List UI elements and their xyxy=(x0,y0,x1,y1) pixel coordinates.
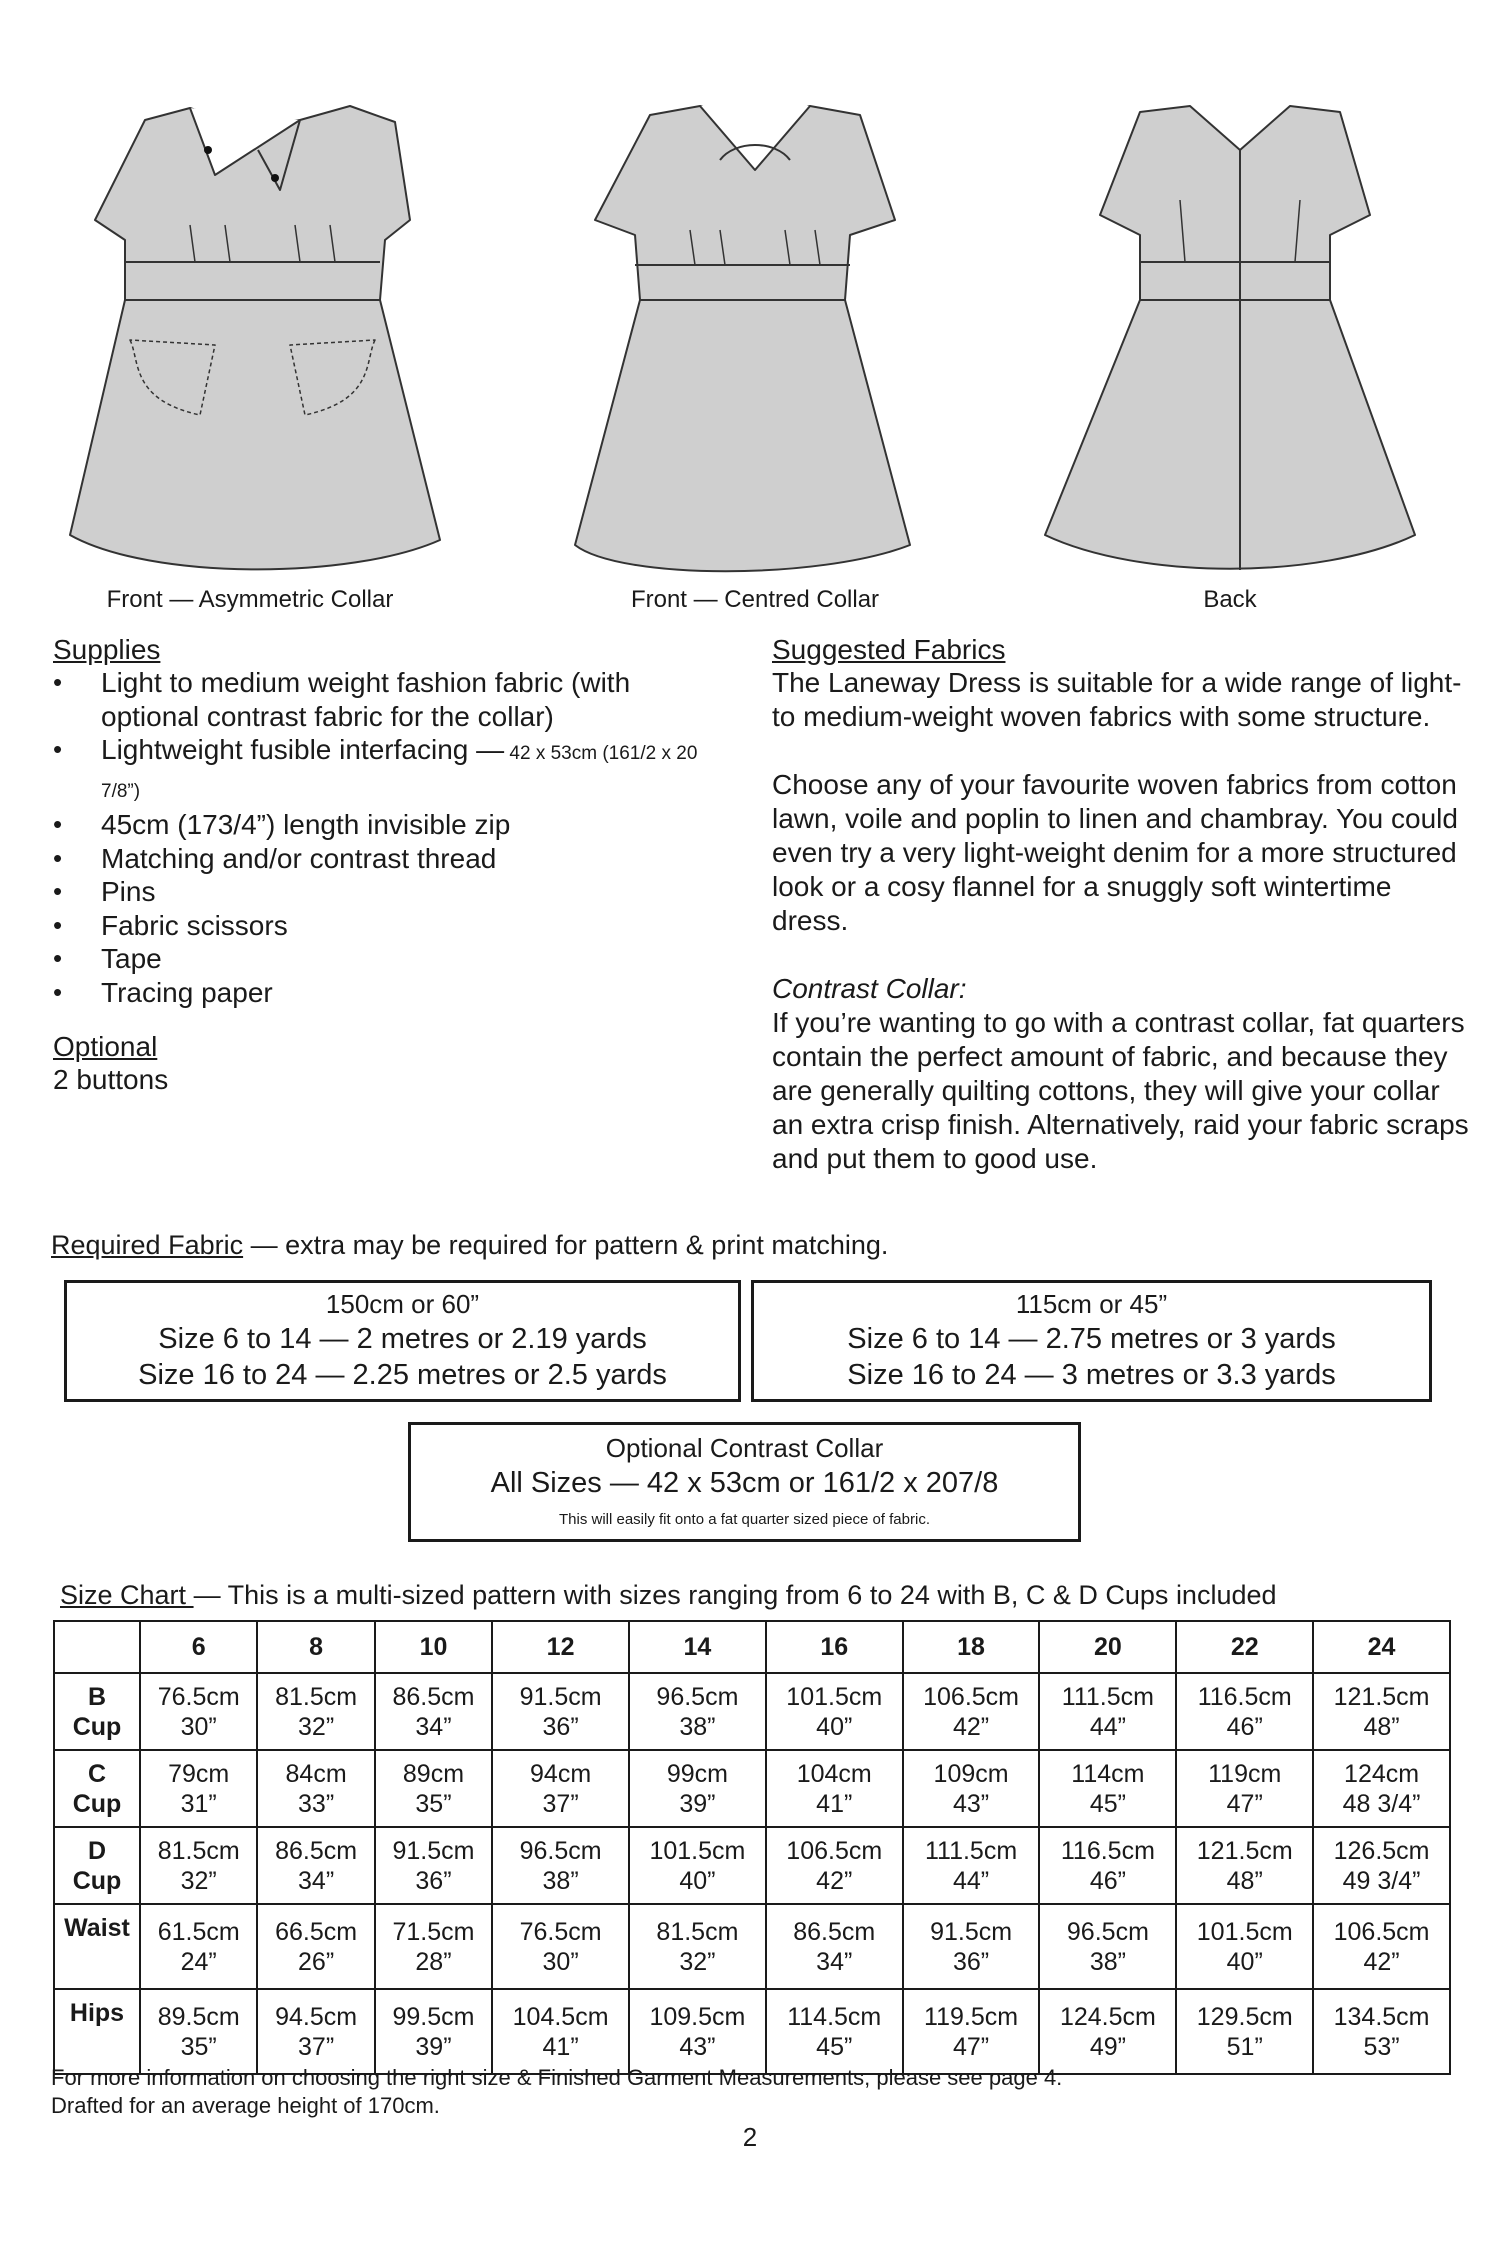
size-cell-inch: 47” xyxy=(953,2032,990,2061)
size-cell xyxy=(629,1904,766,1989)
size-cell xyxy=(1176,1673,1313,1750)
supply-item xyxy=(53,842,733,876)
supply-item-text: Light to medium weight fashion fabric (with optional contrast fabric for the collar) xyxy=(101,667,631,732)
size-cell xyxy=(1313,1989,1450,2074)
size-cell xyxy=(903,1750,1040,1827)
size-cell-inch: 41” xyxy=(542,2032,579,2061)
size-cell xyxy=(766,1989,903,2074)
size-cell-cm: 71.5cm xyxy=(392,1917,475,1946)
size-cell-cm: 81.5cm xyxy=(157,1836,240,1865)
size-cell-inch: 24” xyxy=(180,1947,217,1976)
size-cell-inch: 40” xyxy=(1226,1947,1263,1976)
size-chart-row xyxy=(54,1989,1450,2074)
size-cell xyxy=(375,1989,492,2074)
supply-item xyxy=(53,733,733,808)
size-cell-inch: 34” xyxy=(415,1712,452,1741)
size-chart-title xyxy=(60,1580,1277,1611)
size-chart-row xyxy=(54,1673,1450,1750)
size-cell-cm: 94.5cm xyxy=(275,2002,358,2031)
size-cell-inch: 45” xyxy=(816,2032,853,2061)
size-cell xyxy=(903,1827,1040,1904)
size-cell xyxy=(629,1827,766,1904)
size-chart-row xyxy=(54,1904,1450,1989)
size-cell-inch: 38” xyxy=(1089,1947,1126,1976)
size-column-header: 18 xyxy=(903,1621,1040,1673)
size-cell xyxy=(766,1904,903,1989)
size-cell xyxy=(1313,1673,1450,1750)
fabric-box-150cm-line1: Size 6 to 14 — 2 metres or 2.19 yards xyxy=(158,1323,647,1355)
size-cell-cm: 99.5cm xyxy=(392,2002,475,2031)
size-cell-inch: 32” xyxy=(298,1712,335,1741)
size-cell-cm: 86.5cm xyxy=(793,1917,876,1946)
size-cell-cm: 121.5cm xyxy=(1333,1682,1430,1711)
size-cell-inch: 48” xyxy=(1226,1866,1263,1895)
size-row-label xyxy=(54,1989,140,2074)
size-row-label-line1: Hips xyxy=(69,1999,125,2027)
size-cell-cm: 84cm xyxy=(285,1759,347,1788)
fabric-box-150cm-line2: Size 16 to 24 — 2.25 metres or 2.5 yards xyxy=(138,1359,667,1391)
supply-item xyxy=(53,808,733,842)
size-chart-row xyxy=(54,1827,1450,1904)
size-cell-cm: 86.5cm xyxy=(275,1836,358,1865)
size-cell xyxy=(1313,1827,1450,1904)
size-cell-cm: 104.5cm xyxy=(512,2002,609,2031)
size-cell-inch: 53” xyxy=(1363,2032,1400,2061)
caption-back: Back xyxy=(1203,586,1257,613)
size-row-label-line2: Cup xyxy=(72,1789,122,1818)
size-cell-cm: 76.5cm xyxy=(157,1682,240,1711)
size-cell-inch: 35” xyxy=(180,2032,217,2061)
size-cell-cm: 81.5cm xyxy=(275,1682,358,1711)
size-cell-inch: 36” xyxy=(415,1866,452,1895)
size-column-header: 6 xyxy=(140,1621,257,1673)
size-cell-cm: 109cm xyxy=(933,1759,1009,1788)
size-cell xyxy=(492,1904,629,1989)
size-cell-inch: 44” xyxy=(1089,1712,1126,1741)
size-cell-cm: 76.5cm xyxy=(519,1917,602,1946)
size-cell-inch: 51” xyxy=(1226,2032,1263,2061)
size-cell-cm: 91.5cm xyxy=(392,1836,475,1865)
size-cell-cm: 81.5cm xyxy=(656,1917,739,1946)
size-row-label-line1: C xyxy=(87,1759,107,1788)
size-cell xyxy=(375,1904,492,1989)
size-cell-cm: 86.5cm xyxy=(392,1682,475,1711)
size-cell-cm: 61.5cm xyxy=(157,1917,240,1946)
caption-front-centred: Front — Centred Collar xyxy=(630,586,880,613)
size-column-header: 22 xyxy=(1176,1621,1313,1673)
fabric-box-115cm xyxy=(751,1280,1432,1402)
size-column-header: 10 xyxy=(375,1621,492,1673)
supply-item-text: 45cm (173/4”) length invisible zip xyxy=(101,809,511,840)
size-cell-cm: 104cm xyxy=(796,1759,872,1788)
size-cell-inch: 39” xyxy=(679,1789,716,1818)
size-cell xyxy=(140,1673,257,1750)
size-cell xyxy=(766,1673,903,1750)
size-cell-inch: 44” xyxy=(953,1866,990,1895)
size-cell-cm: 66.5cm xyxy=(275,1917,358,1946)
size-cell-inch: 31” xyxy=(180,1789,217,1818)
size-cell-inch: 36” xyxy=(542,1712,579,1741)
size-cell xyxy=(629,1989,766,2074)
size-cell-cm: 134.5cm xyxy=(1333,2002,1430,2031)
size-cell-inch: 43” xyxy=(679,2032,716,2061)
size-cell-cm: 96.5cm xyxy=(519,1836,602,1865)
size-cell xyxy=(257,1904,374,1989)
size-column-header: 16 xyxy=(766,1621,903,1673)
supplies-section xyxy=(53,634,733,1097)
size-cell-cm: 126.5cm xyxy=(1333,1836,1430,1865)
size-cell-cm: 101.5cm xyxy=(786,1682,883,1711)
size-cell-cm: 121.5cm xyxy=(1196,1836,1293,1865)
size-cell-inch: 42” xyxy=(816,1866,853,1895)
size-cell-cm: 106.5cm xyxy=(786,1836,883,1865)
fabrics-paragraph-1: The Laneway Dress is suitable for a wide range of light-to medium-weight woven fabrics with some structure. xyxy=(772,667,1462,732)
fabric-box-115cm-width: 115cm or 45” xyxy=(1015,1289,1168,1319)
size-cell-inch: 47” xyxy=(1226,1789,1263,1818)
size-cell-inch: 35” xyxy=(415,1789,452,1818)
footer-note-1: For more information on choosing the right size & Finished Garment Measurements, please see page 4. xyxy=(51,2065,1063,2090)
supply-item-text: Tape xyxy=(101,943,162,974)
supply-item-text: Lightweight fusible interfacing — xyxy=(101,734,505,765)
size-cell-cm: 129.5cm xyxy=(1196,2002,1293,2031)
fabric-box-150cm-width: 150cm or 60” xyxy=(325,1289,480,1319)
size-cell xyxy=(140,1904,257,1989)
size-column-header: 8 xyxy=(257,1621,374,1673)
size-cell xyxy=(492,1989,629,2074)
size-row-label-line2: Cup xyxy=(72,1866,122,1895)
supply-item-measure: 42 x 53cm (161/2 x 20 7/8”) xyxy=(101,743,698,802)
fabric-box-115cm-line2: Size 16 to 24 — 3 metres or 3.3 yards xyxy=(847,1359,1336,1391)
size-cell xyxy=(492,1750,629,1827)
size-cell-inch: 45” xyxy=(1089,1789,1126,1818)
size-cell-cm: 114cm xyxy=(1071,1759,1145,1788)
size-cell-cm: 106.5cm xyxy=(923,1682,1020,1711)
size-cell xyxy=(1039,1904,1176,1989)
size-cell xyxy=(1176,1750,1313,1827)
size-cell-inch: 37” xyxy=(298,2032,335,2061)
required-fabric-heading: Required Fabric xyxy=(51,1230,244,1260)
supply-item-text: Fabric scissors xyxy=(101,909,288,941)
size-cell-cm: 111.5cm xyxy=(1061,1682,1154,1711)
size-cell-cm: 96.5cm xyxy=(656,1682,739,1711)
size-row-label xyxy=(54,1904,140,1989)
size-cell-inch: 48 3/4” xyxy=(1342,1789,1421,1818)
size-cell-inch: 37” xyxy=(542,1789,579,1818)
size-cell-cm: 101.5cm xyxy=(649,1836,746,1865)
fabric-box-150cm xyxy=(64,1280,741,1402)
size-cell-cm: 89cm xyxy=(402,1759,465,1788)
size-cell xyxy=(375,1673,492,1750)
size-cell-inch: 30” xyxy=(180,1712,217,1741)
size-cell-cm: 91.5cm xyxy=(930,1917,1013,1946)
required-fabric-note: — extra may be required for pattern & print matching. xyxy=(243,1230,889,1260)
size-column-header: 24 xyxy=(1313,1621,1450,1673)
size-cell xyxy=(629,1673,766,1750)
page-number: 2 xyxy=(742,2122,758,2152)
supply-item-text: Tracing paper xyxy=(101,976,273,1008)
supplies-list xyxy=(53,666,733,1009)
size-cell xyxy=(492,1827,629,1904)
dress-back xyxy=(1045,106,1415,570)
size-cell-inch: 34” xyxy=(298,1866,335,1895)
fabric-box-115cm-line1: Size 6 to 14 — 2.75 metres or 3 yards xyxy=(847,1323,1336,1355)
size-cell-inch: 42” xyxy=(953,1712,990,1741)
size-cell-cm: 109.5cm xyxy=(649,2002,746,2031)
size-cell-cm: 124.5cm xyxy=(1059,2002,1156,2031)
size-cell-inch: 32” xyxy=(180,1866,217,1895)
size-cell xyxy=(140,1827,257,1904)
optional-text: 2 buttons xyxy=(53,1064,169,1095)
size-cell-inch: 30” xyxy=(542,1947,579,1976)
size-cell-cm: 106.5cm xyxy=(1333,1917,1430,1946)
contrast-collar-heading: Contrast Collar: xyxy=(772,973,967,1004)
contrast-collar-note: This will easily fit onto a fat quarter sized piece of fabric. xyxy=(558,1511,930,1528)
size-cell xyxy=(1039,1673,1176,1750)
size-column-header: 12 xyxy=(492,1621,629,1673)
supply-item xyxy=(53,942,733,976)
size-row-label xyxy=(54,1750,140,1827)
size-cell-cm: 124cm xyxy=(1344,1759,1420,1788)
size-cell-inch: 33” xyxy=(298,1789,335,1818)
size-cell xyxy=(1176,1827,1313,1904)
size-cell-inch: 26” xyxy=(298,1947,335,1976)
fabrics-heading: Suggested Fabrics xyxy=(772,634,1006,665)
size-cell-inch: 46” xyxy=(1226,1712,1263,1741)
supply-item xyxy=(53,666,733,733)
size-cell-cm: 96.5cm xyxy=(1066,1917,1149,1946)
size-cell-cm: 79cm xyxy=(168,1759,230,1788)
size-row-label-line1: B xyxy=(87,1682,107,1711)
size-cell-inch: 40” xyxy=(816,1712,853,1741)
size-column-header: 20 xyxy=(1039,1621,1176,1673)
size-cell xyxy=(375,1750,492,1827)
size-cell xyxy=(903,1673,1040,1750)
size-cell-inch: 34” xyxy=(816,1947,853,1976)
size-cell xyxy=(1313,1750,1450,1827)
size-cell-inch: 46” xyxy=(1089,1866,1126,1895)
size-cell-inch: 49” xyxy=(1089,2032,1126,2061)
size-cell-inch: 43” xyxy=(953,1789,990,1818)
fabrics-section xyxy=(772,634,1472,1176)
size-cell-inch: 38” xyxy=(542,1866,579,1895)
size-column-header: 14 xyxy=(629,1621,766,1673)
contrast-collar-line: All Sizes — 42 x 53cm or 161/2 x 207/8 xyxy=(490,1467,999,1499)
size-cell xyxy=(766,1827,903,1904)
supply-item xyxy=(53,976,733,1010)
dress-front-asymmetric xyxy=(70,106,440,569)
size-cell xyxy=(375,1827,492,1904)
size-cell xyxy=(766,1750,903,1827)
size-cell-inch: 28” xyxy=(415,1947,452,1976)
dress-illustrations xyxy=(0,0,1500,590)
footer-note-2: Drafted for an average height of 170cm. xyxy=(51,2093,440,2118)
size-cell xyxy=(1039,1989,1176,2074)
contrast-collar-title: Optional Contrast Collar xyxy=(605,1433,884,1463)
size-cell xyxy=(629,1750,766,1827)
size-cell-cm: 91.5cm xyxy=(519,1682,602,1711)
size-cell xyxy=(903,1904,1040,1989)
size-cell-inch: 32” xyxy=(679,1947,716,1976)
caption-front-asymmetric: Front — Asymmetric Collar xyxy=(106,586,394,613)
size-chart-table xyxy=(53,1620,1451,2075)
optional-heading: Optional xyxy=(53,1031,158,1062)
size-row-label xyxy=(54,1673,140,1750)
size-cell-inch: 49 3/4” xyxy=(1342,1866,1421,1895)
size-cell-cm: 99cm xyxy=(666,1759,728,1788)
size-cell-cm: 116.5cm xyxy=(1060,1836,1155,1865)
size-cell-inch: 38” xyxy=(679,1712,716,1741)
size-cell-inch: 40” xyxy=(679,1866,716,1895)
size-cell xyxy=(1176,1989,1313,2074)
size-cell xyxy=(492,1673,629,1750)
fabrics-paragraph-2: Choose any of your favourite woven fabrics from cotton lawn, voile and poplin to linen and chambray. You could even try a very light-weight denim for a more structured look or a cosy flannel for a snuggly soft wintertime dress. xyxy=(772,769,1458,936)
supply-item-text: Pins xyxy=(101,876,156,907)
size-cell-inch: 36” xyxy=(953,1947,990,1976)
supply-item-text: Matching and/or contrast thread xyxy=(101,842,497,874)
supplies-heading: Supplies xyxy=(53,634,161,665)
dress-front-centred xyxy=(575,106,910,571)
size-chart-corner xyxy=(54,1621,140,1673)
size-cell-cm: 114.5cm xyxy=(787,2002,882,2031)
size-chart-row xyxy=(54,1750,1450,1827)
size-row-label-line2: Cup xyxy=(72,1712,122,1741)
size-chart-note: — This is a multi-sized pattern with sizes ranging from 6 to 24 with B, C & D Cups included xyxy=(193,1580,1277,1610)
size-cell xyxy=(140,1989,257,2074)
size-cell-cm: 89.5cm xyxy=(157,2002,240,2031)
supply-item xyxy=(53,875,733,909)
size-cell-cm: 111.5cm xyxy=(924,1836,1018,1865)
size-cell xyxy=(1039,1827,1176,1904)
size-cell xyxy=(1313,1904,1450,1989)
supply-item xyxy=(53,909,733,943)
size-cell-inch: 42” xyxy=(1363,1947,1400,1976)
required-fabric-title xyxy=(51,1230,888,1261)
size-cell-cm: 116.5cm xyxy=(1197,1682,1292,1711)
size-cell xyxy=(1176,1904,1313,1989)
fabrics-paragraph-3: If you’re wanting to go with a contrast collar, fat quarters contain the perfect amount of fabric, and because they are generally quilting cottons, they will give your collar an extra crisp finish. Alternatively, raid your fabric scraps and put them to good use. xyxy=(772,1007,1469,1174)
size-cell xyxy=(257,1673,374,1750)
size-cell xyxy=(140,1750,257,1827)
size-row-label-line1: D xyxy=(87,1836,107,1865)
size-row-label xyxy=(54,1827,140,1904)
size-chart-heading: Size Chart xyxy=(60,1580,194,1610)
size-cell xyxy=(257,1989,374,2074)
size-cell-cm: 119.5cm xyxy=(924,2002,1019,2031)
size-cell xyxy=(257,1750,374,1827)
size-cell-inch: 48” xyxy=(1363,1712,1400,1741)
size-chart-header-row xyxy=(54,1621,1450,1673)
size-cell-cm: 119cm xyxy=(1208,1759,1282,1788)
size-cell-inch: 41” xyxy=(816,1789,853,1818)
size-cell xyxy=(1039,1750,1176,1827)
size-cell-cm: 101.5cm xyxy=(1196,1917,1293,1946)
size-cell xyxy=(903,1989,1040,2074)
size-cell-inch: 39” xyxy=(415,2032,452,2061)
size-row-label-line1: Waist xyxy=(64,1914,130,1942)
contrast-collar-box xyxy=(408,1422,1081,1542)
size-cell xyxy=(257,1827,374,1904)
size-cell-cm: 94cm xyxy=(530,1759,592,1788)
